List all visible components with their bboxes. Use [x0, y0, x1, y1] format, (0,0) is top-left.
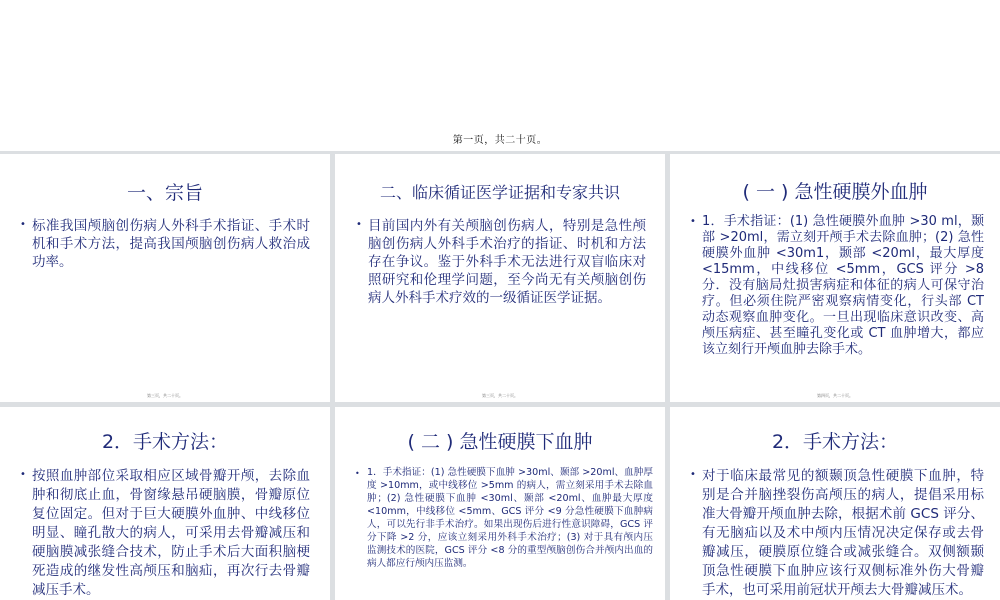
- bullet-dot-icon: •: [690, 216, 696, 227]
- bullet-text: 目前国内外有关颅脑创伤病人，特别是急性颅脑创伤病人外科手术治疗的指证、时机和方法存在争议。鉴于外科手术无法进行双盲临床对照研究和伦理学问题，至今尚无有关颅脑创伤病人外科手术疗效的一级循证医学证据。: [368, 218, 646, 306]
- slide-title: 一、宗旨: [126, 182, 203, 204]
- bullet-dot-icon: •: [355, 469, 360, 478]
- slide-6[interactable]: [670, 407, 1000, 600]
- slide-grid: [0, 151, 1000, 600]
- bullet-text: 标准我国颅脑创伤病人外科手术指证、手术时机和手术方法，提高我国颅脑创伤病人救治成功率。: [32, 218, 310, 270]
- slide-title: ( 二 ) 急性硬膜下血肿: [407, 431, 593, 453]
- bullet-item: [20, 467, 310, 600]
- page-header: [0, 0, 1000, 151]
- slide-footer: 第四页，共二十页。: [817, 393, 853, 398]
- slide-5[interactable]: [335, 407, 665, 600]
- bullet-dot-icon: •: [20, 469, 26, 480]
- bullet-text: 1．手术指证：(1) 急性硬膜外血肿 >30 ml，颞部 >20ml，需立刻开颅手术去除血肿；(2) 急性硬膜外血肿 <30m1，颞部 <20ml，最大厚度 <15mm，中线移位 <5mm，GCS 评分 >8 分．没有脑局灶损害病症和体征的病人可保守治疗。但必须住院严密观察病情变化，行头部 CT 动态观察血肿变化。一旦出现临床意识改变、高颅压病症、甚至瞳孔变化或 CT 血肿增大，都应该立刻行开颅血肿去除手术。: [702, 214, 984, 357]
- bullet-dot-icon: •: [690, 469, 696, 480]
- bullet-item: [690, 467, 984, 600]
- slide-footer: 第三页，共二十页。: [482, 393, 518, 398]
- bullet-item: [20, 217, 310, 271]
- bullet-dot-icon: •: [20, 219, 26, 230]
- bullet-text: 对于临床最常见的额颞顶急性硬膜下血肿，特别是合并脑挫裂伤高颅压的病人，提倡采用标准大骨瓣开颅血肿去除，根据术前 GCS 评分、有无脑疝以及术中颅内压情况决定保存或去骨瓣减压，硬膜原位缝合或减张缝合。双侧额颞顶急性硬膜下血肿应该行双侧标准外伤大骨瓣手术，也可采用前冠状开颅去大骨瓣减压术。: [702, 468, 984, 598]
- slide-3[interactable]: [670, 154, 1000, 402]
- slide-title: ( 一 ) 急性硬膜外血肿: [742, 181, 928, 203]
- bullet-item: [355, 466, 653, 570]
- bullet-dot-icon: •: [356, 219, 362, 230]
- bullet-item: [690, 214, 984, 358]
- slide-title: 2．手术方法：: [101, 431, 229, 453]
- bullet-text: 按照血肿部位采取相应区域骨瓣开颅，去除血肿和彻底止血，骨窗缘悬吊硬脑膜，骨瓣原位复位固定。但对于巨大硬膜外血肿、中线移位明显、瞳孔散大的病人，可采用去骨瓣减压和硬脑膜减张缝合技术，防止手术后大面积脑梗死造成的继发性高颅压和脑疝，再次行去骨瓣减压手术。: [32, 468, 310, 598]
- slide-title: 2．手术方法：: [771, 431, 899, 453]
- slide-4[interactable]: [0, 407, 330, 600]
- slide-footer: 第三页，共二十页。: [147, 393, 183, 398]
- bullet-text: 1．手术指证：(1) 急性硬膜下血肿 >30ml、颞部 >20ml、血肿厚度 >10mm，或中线移位 >5mm 的病人，需立刻采用手术去除血肿；(2) 急性硬膜下血肿 <30ml、颞部 <20ml、血肿最大厚度 <10mm，中线移位 <5mm、GCS 评分 <9 分急性硬膜下血肿病人，可以先行非手术治疗。如果出现伤后进行性意识障碍，GCS 评分下降 >2 分，应该立刻采用外科手术治疗；(3) 对于具有颅内压监测技术的医院，GCS 评分 <8 分的重型颅脑创伤合并颅内出血的病人都应行颅内压监测。: [367, 467, 653, 569]
- slide-title: 二、临床循证医学证据和专家共识: [379, 183, 620, 202]
- page-caption: 第一页，共二十页。: [452, 135, 548, 146]
- slide-1[interactable]: [0, 154, 330, 402]
- bullet-item: [356, 217, 646, 307]
- slide-2[interactable]: [335, 154, 665, 402]
